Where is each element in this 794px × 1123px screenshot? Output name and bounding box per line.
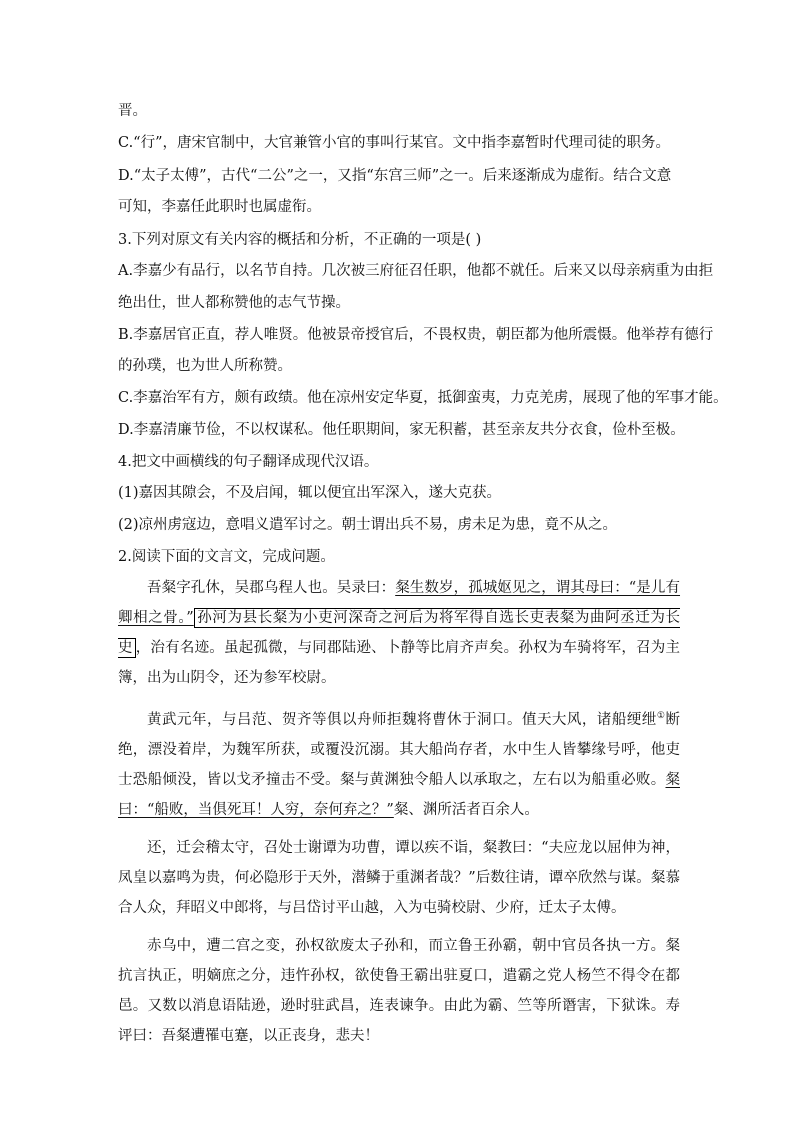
boxed-punctuation-sentence: 孙河为县长粲为小吏河深奇之河后为将军得自选长吏表粲为曲阿丞迁为长史 <box>118 610 680 656</box>
classical-passage <box>118 573 680 1051</box>
option-d-line-1: D.“太子太傅”，古代“二公”之一，又指“东宫三师”之一。后来逐渐成为虚衔。结合文意 <box>118 168 672 184</box>
q4-sentence-1: (1)嘉因其隙会，不及启闻，辄以便宜出军深入，遂大克获。 <box>118 485 502 501</box>
question-3-stem: 3.下列对原文有关内容的概括和分析，不正确的一项是( ) <box>118 232 482 248</box>
q3-option-d: D.李嘉清廉节俭，不以权谋私。他任职期间，家无积蓄，甚至亲友共分衣食，俭朴至极。 <box>118 422 685 438</box>
section-2-heading: 2.阅读下面的文言文，完成问题。 <box>118 549 335 565</box>
passage-text: 粲、渊所活者百余人。 <box>393 801 539 818</box>
question-4-stem: 4.把文中画横线的句子翻译成现代汉语。 <box>118 454 379 470</box>
q3-option-b-line-1: B.李嘉居官正直，荐人唯贤。他被景帝授官后，不畏权贵，朝臣都为他所震慑。他举荐有德行 <box>118 327 714 343</box>
passage-text: 黄武元年，与吕范、贺齐等俱以舟师拒魏将曹休于洞口。值天大风，诸船绠绁 <box>147 711 657 728</box>
passage-text: 吾粲字孔休，吴郡乌程人也。吴录曰： <box>147 580 396 596</box>
q4-sentence-2: (2)凉州虏寇边，意唱义遣军讨之。朝士谓出兵不易，虏未足为患，竟不从之。 <box>118 517 618 533</box>
passage-text: ，治有名迹。虽起孤微，与同郡陆逊、卜静等比肩齐声矣。孙权为车骑将军，召为主簿，出为山阴令，还为参军校尉。 <box>118 640 680 686</box>
passage-paragraph-3: 还，迁会稽太守，召处士谢谭为功曹，谭以疾不诣，粲教曰：“夫应龙以屈伸为神，凤皇以嘉鸣为贵，何必隐形于天外，潜鳞于重渊者哉？”后数往请，谭卒欣然与谋。粲慕合人众，拜昭义中郎将，与吕岱讨平山越，入为屯骑校尉、少府，迁太子太傅。 <box>118 839 680 916</box>
q3-option-a-line-1: A.李嘉少有品行，以名节自持。几次被三府征召任职，他都不就任。后来又以母亲病重为由拒 <box>118 263 714 279</box>
passage-paragraph-4: 赤乌中，遭二宫之变，孙权欲废太子孙和，而立鲁王孙霸，朝中官员各执一方。粲抗言执正，明嫡庶之分，违忤孙权，欲使鲁王霸出驻夏口，遣霸之党人杨竺不得令在都邑。又数以消息语陆逊，逊时驻武昌，连表谏争。由此为霸、竺等所谮害，下狱诛。寿评曰：吾粲遭罹屯蹇，以正丧身，悲夫！ <box>118 937 680 1044</box>
underlined-sentence-1: 粲生数岁，孤城妪见之，谓其母曰：“是儿有卿相之骨。” <box>118 580 681 626</box>
q3-option-b-line-2: 的孙璞，也为世人所称赞。 <box>118 358 292 374</box>
q3-option-a-line-2: 绝出仕，世人都称赞他的志气节操。 <box>118 295 350 311</box>
passage-paragraph-2 <box>118 701 680 825</box>
option-d-line-2: 可知，李嘉任此职时也属虚衔。 <box>118 199 321 215</box>
text-line-jin: 晋。 <box>118 103 147 119</box>
passage-paragraph-1 <box>118 573 680 693</box>
underlined-sentence-2: 粲曰：“船败，当俱死耳！人穷，奈何弃之？” <box>118 771 680 818</box>
footnote-marker: ① <box>656 711 666 721</box>
option-c: C.“行”，唐宋官制中，大官兼管小官的事叫行某官。文中指李嘉暂时代理司徒的职务。 <box>118 135 671 151</box>
passage-text: 断绝，漂没着岸，为魏军所获，或覆没沉溺。其大船尚存者，水中生人皆攀缘号呼，他吏士恐船倾没，皆以戈矛撞击不受。粲与黄渊独令船人以承取之，左右以为船重必败。 <box>118 711 680 788</box>
q3-option-c: C.李嘉治军有方，颇有政绩。他在凉州安定华夏，抵御蛮夷，力克羌虏，展现了他的军事才能。 <box>118 390 728 406</box>
